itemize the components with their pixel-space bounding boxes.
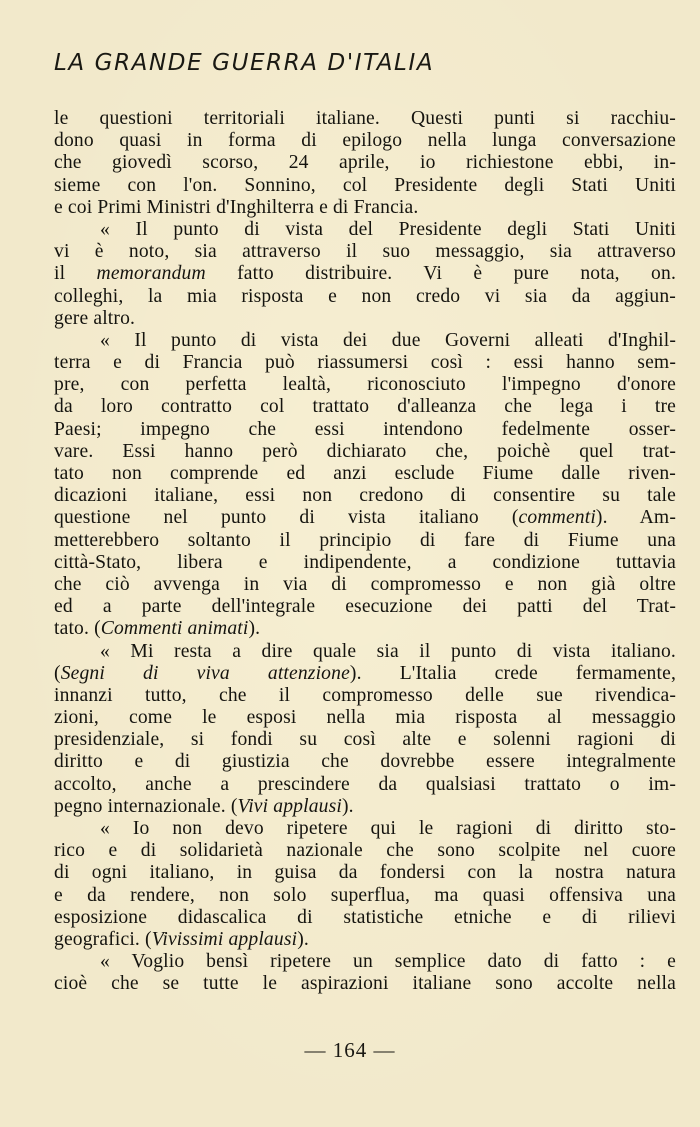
- text-line: [54, 197, 676, 219]
- text-line: [54, 396, 676, 418]
- text-line: [54, 618, 676, 640]
- text-run: di ogni italiano, in guisa da fondersi con la nostra natura: [54, 862, 676, 884]
- text-line: [54, 286, 676, 308]
- text-run: che ciò avvenga in via di compromesso e non già oltre: [54, 573, 676, 595]
- text-run: « Voglio bensì ripetere un semplice dato di fatto : e: [100, 951, 676, 973]
- text-line: [54, 130, 676, 152]
- text-run: e coi Primi Ministri d'Inghilterra e di Francia.: [54, 196, 419, 218]
- text-line: [54, 885, 676, 907]
- text-run: il: [54, 263, 97, 285]
- text-run: fatto distribuire. Vi è pure nota, on.: [205, 263, 676, 285]
- text-run: e da rendere, non solo superflua, ma quasi offensiva una: [54, 884, 676, 906]
- text-line: [54, 219, 676, 241]
- text-line: [54, 152, 676, 174]
- text-line: [54, 530, 676, 552]
- text-line: [54, 507, 676, 529]
- text-line: [54, 574, 676, 596]
- text-run: rico e di solidarietà nazionale che sono scolpite nel cuore: [54, 840, 676, 862]
- italic-run: Segni di viva attenzione: [60, 662, 350, 684]
- italic-run: memorandum: [96, 263, 206, 285]
- text-run: esposizione didascalica di statistiche etniche e di rilievi: [54, 906, 676, 928]
- text-line: [54, 374, 676, 396]
- text-run: pegno internazionale. (: [54, 795, 238, 817]
- text-line: [54, 951, 676, 973]
- text-run: gere altro.: [54, 307, 136, 329]
- text-run: ).: [341, 795, 354, 817]
- text-run: da loro contratto col trattato d'alleanza che lega i tre: [54, 396, 676, 418]
- text-run: « Mi resta a dire quale sia il punto di vista italiano.: [100, 640, 676, 662]
- text-run: (: [54, 662, 61, 684]
- text-run: tato non comprende ed anzi esclude Fiume dalle riven-: [54, 463, 676, 484]
- text-line: [54, 463, 676, 485]
- text-run: « Il punto di vista dei due Governi alleati d'Inghil-: [100, 329, 676, 351]
- text-run: « Il punto di vista del Presidente degli Stati Uniti: [100, 218, 676, 240]
- text-line: [54, 308, 676, 330]
- text-run: presidenziale, si fondi su così alte e solenni ragioni di: [54, 729, 676, 751]
- text-run: ).: [297, 928, 309, 950]
- text-line: [54, 441, 676, 463]
- text-run: « Io non devo ripetere qui le ragioni di diritto sto-: [100, 818, 676, 839]
- text-line: [54, 419, 676, 441]
- italic-run: Commenti animati: [100, 618, 249, 640]
- text-run: geografici. (: [54, 928, 152, 950]
- text-run: diritto e di giustizia che dovrebbe essere integralmente: [54, 751, 676, 773]
- text-run: sieme con l'on. Sonnino, col Presidente degli Stati Uniti: [54, 174, 676, 196]
- text-line: [54, 552, 676, 574]
- text-run: Paesi; impegno che essi intendono fedelmente osser-: [54, 418, 676, 440]
- text-line: [54, 907, 676, 929]
- body-text: [54, 108, 676, 996]
- italic-run: commenti: [518, 507, 596, 529]
- text-run: pre, con perfetta lealtà, riconosciuto l'impegno d'onore: [54, 374, 676, 396]
- text-line: [54, 685, 676, 707]
- text-run: ). Am-: [595, 507, 676, 529]
- text-run: ). L'Italia crede fermamente,: [349, 662, 676, 684]
- text-line: [54, 263, 676, 285]
- text-run: ed a parte dell'integrale esecuzione dei patti del Trat-: [54, 596, 676, 618]
- text-line: [54, 862, 676, 884]
- text-line: [54, 796, 676, 818]
- text-line: [54, 352, 676, 374]
- text-run: dono quasi in forma di epilogo nella lunga conversazione: [54, 130, 676, 152]
- text-line: [54, 774, 676, 796]
- italic-run: Vivissimi applausi: [151, 928, 298, 950]
- text-line: [54, 241, 676, 263]
- running-head-title: LA GRANDE GUERRA D'ITALIA: [54, 50, 435, 76]
- text-run: accolto, anche a prescindere da qualsiasi trattato o im-: [54, 773, 676, 795]
- text-run: innanzi tutto, che il compromesso delle sue rivendica-: [54, 684, 676, 706]
- text-run: che giovedì scorso, 24 aprile, io richiestone ebbi, in-: [54, 152, 676, 174]
- text-run: zioni, come le esposi nella mia risposta al messaggio: [54, 707, 676, 729]
- text-line: [54, 108, 676, 130]
- text-run: cioè che se tutte le aspirazioni italiane sono accolte nella: [54, 973, 676, 995]
- text-run: metterebbero soltanto il principio di fare di Fiume una: [54, 529, 676, 551]
- text-line: [54, 663, 676, 685]
- text-run: vi è noto, sia attraverso il suo messaggio, sia attraverso: [54, 241, 676, 263]
- page-number: — 164 —: [304, 1038, 396, 1062]
- text-line: [54, 330, 676, 352]
- text-run: città-Stato, libera e indipendente, a condizione tuttavia: [54, 551, 676, 573]
- text-line: [54, 751, 676, 773]
- text-line: [54, 929, 676, 951]
- text-run: ).: [248, 618, 261, 640]
- text-line: [54, 729, 676, 751]
- text-run: dicazioni italiane, essi non credono di consentire su tale: [54, 485, 676, 507]
- text-run: colleghi, la mia risposta e non credo vi sia da aggiun-: [54, 285, 676, 307]
- text-run: le questioni territoriali italiane. Questi punti si racchiu-: [54, 108, 676, 129]
- text-run: questione nel punto di vista italiano (: [54, 507, 519, 529]
- text-line: [54, 973, 676, 995]
- text-run: terra e di Francia può riassumersi così : essi hanno sem-: [54, 352, 676, 374]
- text-run: tato. (: [54, 618, 101, 640]
- text-line: [54, 840, 676, 862]
- text-line: [54, 175, 676, 197]
- text-line: [54, 641, 676, 663]
- text-run: vare. Essi hanno però dichiarato che, poichè quel trat-: [54, 440, 676, 462]
- italic-run: Vivi applausi: [237, 795, 342, 817]
- text-line: [54, 596, 676, 618]
- text-line: [54, 485, 676, 507]
- text-line: [54, 707, 676, 729]
- text-line: [54, 818, 676, 840]
